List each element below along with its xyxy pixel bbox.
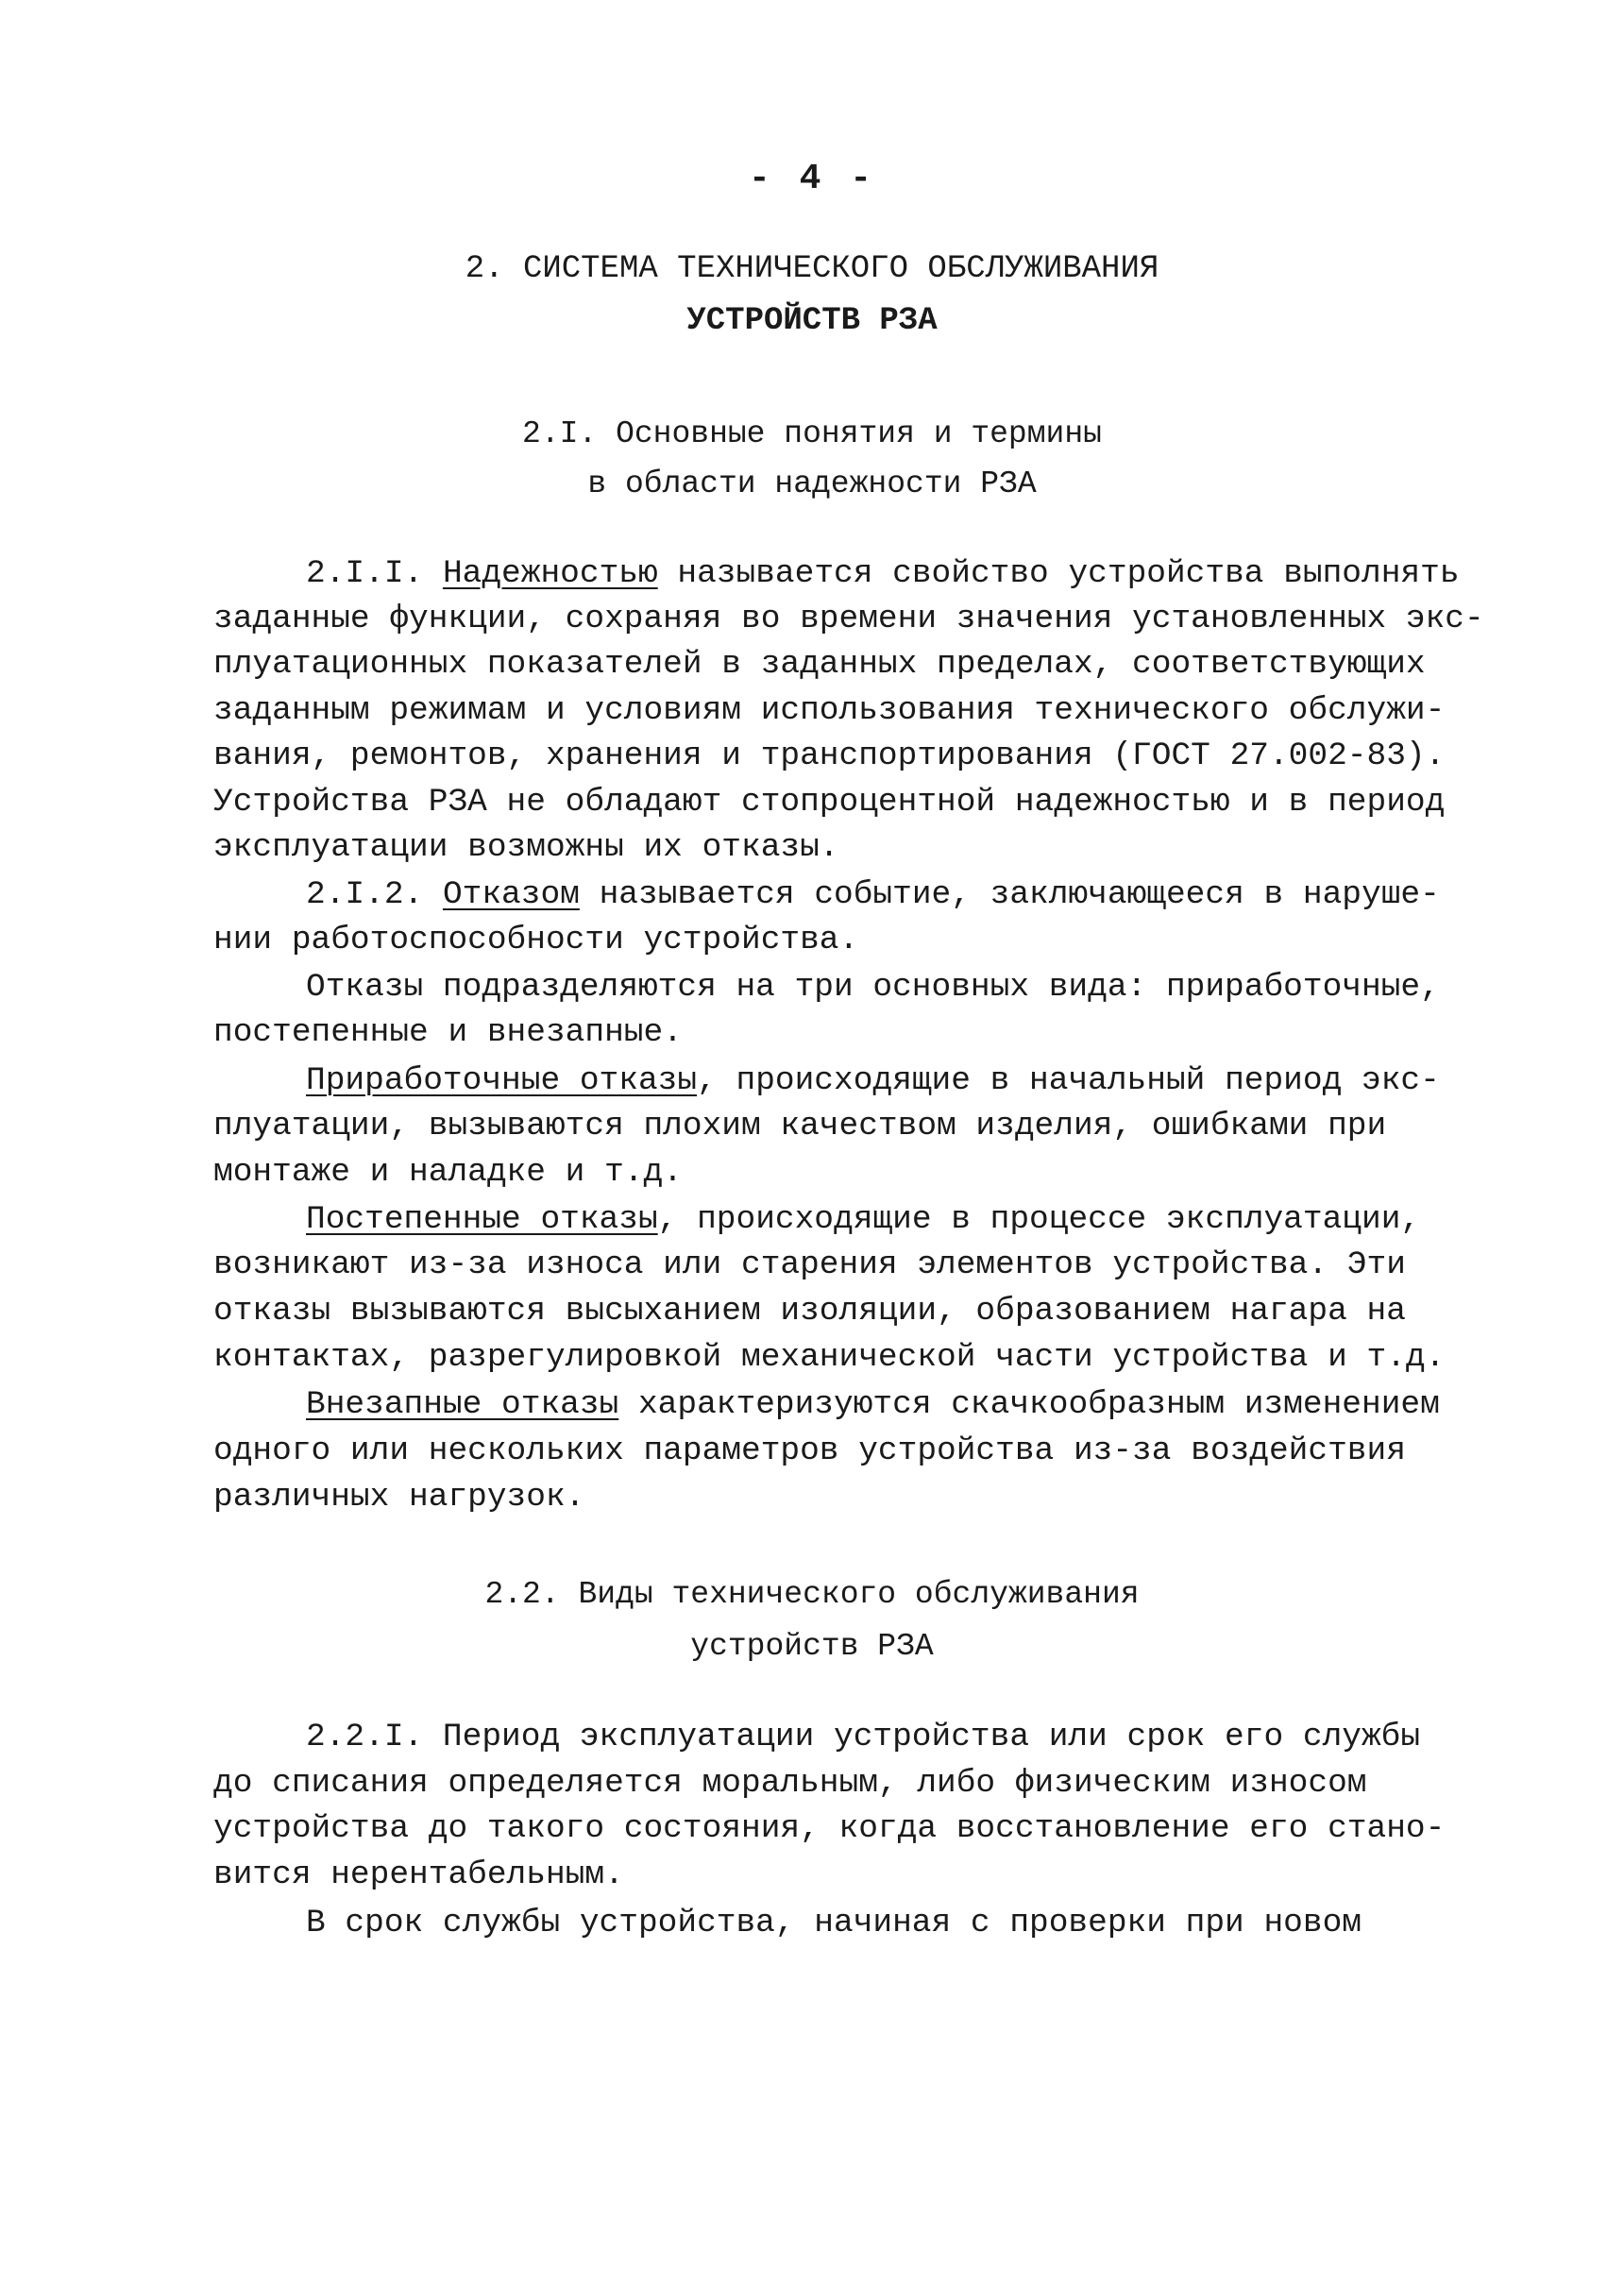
subsection-21-title-line1: 2.I. Основные понятия и термины: [522, 416, 1102, 451]
paragraph-212-line2: нии работоспособности устройства.: [213, 922, 859, 958]
subsection-22-title-line1: 2.2. Виды технического обслуживания: [484, 1577, 1140, 1612]
page-number: - 4 -: [748, 159, 876, 199]
paragraph-gradual-line1: [306, 1197, 1420, 1243]
paragraph-gradual-line1-text: , происходящие в процессе эксплуатации,: [657, 1201, 1421, 1238]
paragraph-gradual-line4: контактах, разрегулировкой механической части устройства и т.д.: [213, 1339, 1446, 1376]
paragraph-212-line1-text: называется событие, заключающееся в наруше-: [579, 876, 1440, 913]
paragraph-gradual-line2: возникают из-за износа или старения элементов устройства. Эти: [213, 1246, 1406, 1283]
paragraph-211-line5: вания, ремонтов, хранения и транспортирования (ГОСТ 27.002-83).: [213, 737, 1446, 774]
subsection-22-title-line2: устройств РЗА: [690, 1629, 934, 1664]
paragraph-last-line1: В срок службы устройства, начиная с проверки при новом: [306, 1905, 1362, 1941]
paragraph-211-line2: заданные функции, сохраняя во времени значения установленных экс-: [213, 601, 1484, 637]
paragraph-221-line3: устройства до такого состояния, когда восстановление его стано-: [213, 1810, 1446, 1847]
paragraph-sudden-line3: различных нагрузок.: [213, 1479, 585, 1516]
paragraph-211-line4: заданным режимам и условиям использования технического обслужи-: [213, 692, 1446, 729]
paragraph-211-line1: [306, 551, 1460, 597]
paragraph-sudden-line1-text: характеризуются скачкообразным изменением: [618, 1386, 1440, 1423]
subsection-21-title-line2: в области надежности РЗА: [587, 466, 1037, 501]
paragraph-sudden-line1: [306, 1382, 1440, 1428]
paragraph-221-line4: вится нерентабельным.: [213, 1856, 624, 1893]
section-title-line2: УСТРОЙСТВ РЗА: [686, 303, 938, 339]
section-title-line1: 2. СИСТЕМА ТЕХНИЧЕСКОГО ОБСЛУЖИВАНИЯ: [465, 251, 1159, 287]
paragraph-212-number: 2.I.2.: [306, 876, 443, 913]
paragraph-221-line2: до списания определяется моральным, либо физическим износом: [213, 1765, 1367, 1802]
paragraph-runin-line3: монтаже и наладке и т.д.: [213, 1154, 683, 1191]
paragraph-runin-line1-text: , происходящие в начальный период экс-: [697, 1062, 1440, 1099]
paragraph-211-line6: Устройства РЗА не обладают стопроцентной надежностью и в период: [213, 784, 1446, 821]
term-failure: Отказом: [442, 876, 580, 913]
paragraph-211-line3: плуатационных показателей в заданных пределах, соответствующих: [213, 646, 1426, 683]
paragraph-runin-line2: плуатации, вызываются плохим качеством изделия, ошибками при: [213, 1108, 1387, 1144]
term-sudden-failures: Внезапные отказы: [306, 1386, 619, 1423]
paragraph-211-line7: эксплуатации возможны их отказы.: [213, 829, 839, 866]
term-gradual-failures: Постепенные отказы: [306, 1201, 658, 1238]
paragraph-212-line1: [306, 873, 1440, 918]
paragraph-gradual-line3: отказы вызываются высыханием изоляции, образованием нагара на: [213, 1293, 1406, 1330]
term-runin-failures: Приработочные отказы: [306, 1062, 698, 1099]
paragraph-sudden-line2: одного или нескольких параметров устройства из-за воздействия: [213, 1432, 1406, 1469]
paragraph-runin-line1: [306, 1059, 1440, 1104]
paragraph-221-line1: 2.2.I. Период эксплуатации устройства или срок его службы: [306, 1719, 1421, 1755]
term-reliability: Надежностью: [442, 555, 658, 592]
paragraph-211-number: 2.I.I.: [306, 555, 443, 592]
paragraph-211-line1-text: называется свойство устройства выполнять: [657, 555, 1460, 592]
paragraph-types-line2: постепенные и внезапные.: [213, 1014, 683, 1051]
paragraph-types-line1: Отказы подразделяются на три основных вида: приработочные,: [306, 969, 1440, 1006]
